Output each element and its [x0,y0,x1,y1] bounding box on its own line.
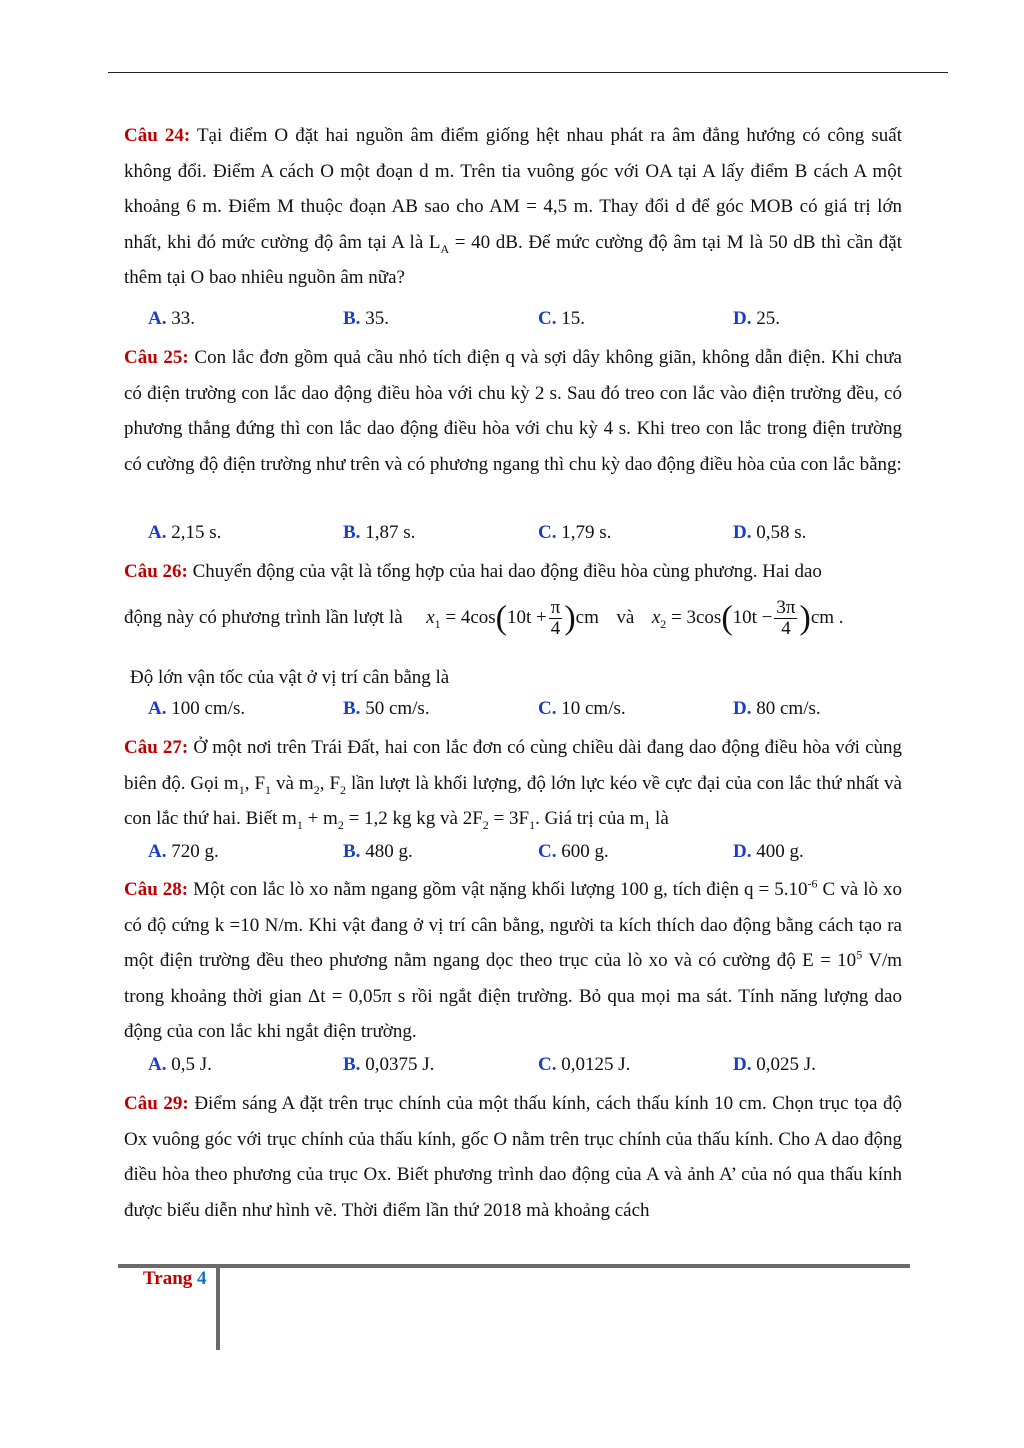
question-26-cont [130,660,908,696]
option-a[interactable]: A. 720 g. [148,841,219,862]
option-c[interactable]: C. 10 cm/s. [538,698,626,719]
option-d[interactable]: D. 80 cm/s. [733,698,821,719]
option-b[interactable]: B. 35. [343,308,389,329]
option-c[interactable]: C. 15. [538,308,585,329]
option-a[interactable]: A. 100 cm/s. [148,698,246,719]
option-a[interactable]: A. 0,5 J. [148,1054,212,1075]
question-label: Câu 24: [124,125,191,146]
subscript: A [440,241,450,256]
option-d[interactable]: D. 400 g. [733,841,804,862]
question-text: động này có phương trình lần lượt là [124,606,403,628]
question-text: Tại điểm O đặt hai nguồn âm điểm giống hệt nhau phát ra âm đẳng hướng có công suất không đổi. Điểm A cách O một đoạn d m. Trên tia vuông góc với OA tại A lấy điểm B cách A một khoảng 6 m. Điểm M thuộc đoạn AB sao cho AM = 4,5 m. Thay đổi d để góc MOB có giá trị lớn nhất, khi đó mức cường độ âm tại A là L [124,125,902,253]
options-27 [148,841,908,871]
question-text: Độ lớn vận tốc của vật ở vị trí cân bằng là [130,667,450,688]
options-24 [148,308,908,338]
question-24 [124,118,902,296]
question-text: Chuyển động của vật là tổng hợp của hai dao động điều hòa cùng phương. Hai dao [192,561,822,582]
question-25 [124,340,902,482]
question-text: Điểm sáng A đặt trên trục chính của một thấu kính, cách thấu kính 10 cm. Chọn trục tọa độ Ox vuông góc với trục chính của thấu kính, gốc O nằm trên trục chính của thấu kính. Cho A dao động điều hòa theo phương của trục Ox. Biết phương trình dao động của A và ảnh A’ của nó qua thấu kính được biểu diễn như hình vẽ. Thời điểm lần thứ 2018 mà khoảng cách [124,1093,903,1221]
question-26 [124,554,902,590]
equation-2: $x_2 = 3\cos(10t$ − $\frac{3\pi}{4}$ )cm . [651,597,844,639]
question-27: Câu 27: Ở một nơi trên Trái Đất, hai con lắc đơn có cùng chiều dài đang dao động điều hòa với cùng biên độ. Gọi $m_1$, $F_1$ và $m_2$, $F_2$ lần lượt là khối lượng, độ lớn lực kéo về cực đại của con lắc thứ nhất và con lắc thứ hai. Biết $m_1 + m_2 = 1,2$ kg kg và $2F_2 = 3F_1$. Giá trị của $m_1$ là [124,737,902,832]
footer-divider [216,1266,220,1350]
option-c[interactable]: C. 0,0125 J. [538,1054,631,1075]
option-b[interactable]: B. 480 g. [343,841,413,862]
question-text: Con lắc đơn gồm quả cầu nhỏ tích điện q và sợi dây không giãn, không dẫn điện. Khi chưa có điện trường con lắc dao động điều hòa với chu kỳ 2 s. Sau đó treo con lắc vào điện trường đều, có phương thẳng đứng thì con lắc dao động điều hòa với chu kỳ 4 s. Khi treo con lắc trong điện trường có cường độ điện trường như trên và có phương ngang thì chu kỳ dao động điều hòa của con lắc bằng: [124,347,902,475]
conjunction: và [616,606,635,628]
footer-rule [118,1264,910,1268]
question-text: = 40 dB. Để mức cường độ âm tại M là 50 dB thì cần đặt thêm tại O bao nhiêu nguồn âm nữa? [124,231,902,288]
option-b[interactable]: B. 50 cm/s. [343,698,430,719]
equation-line [124,598,914,648]
option-a[interactable]: A. 33. [148,308,195,329]
option-d[interactable]: D. 25. [733,308,780,329]
option-b[interactable]: B. 0,0375 J. [343,1054,435,1075]
page-number: Trang 4 [143,1268,207,1289]
option-d[interactable]: D. 0,025 J. [733,1054,816,1075]
option-c[interactable]: C. 1,79 s. [538,522,612,543]
options-25 [148,522,908,552]
question-label: Câu 26: [124,561,188,582]
question-label: Câu 27: [124,737,189,758]
option-b[interactable]: B. 1,87 s. [343,522,416,543]
options-26 [148,698,908,728]
equation-1: $x_1 = 4\cos(10t$ + $\frac{\pi}{4}$ )cm [426,597,599,639]
option-a[interactable]: A. 2,15 s. [148,522,222,543]
option-c[interactable]: C. 600 g. [538,841,609,862]
option-d[interactable]: D. 0,58 s. [733,522,807,543]
header-rule [108,72,948,73]
question-29 [124,1086,902,1228]
question-28: Câu 28: Một con lắc lò xo nằm ngang gồm vật nặng khối lượng 100 g, tích điện $q = 5.10^{-6}$ C và lò xo có độ cứng k =10 N/m. Khi vật đang ở vị trí cân bằng, người ta kích thích dao động bằng cách tạo ra một điện trường đều theo phương nằm ngang dọc theo trục của lò xo và có cường độ $E = 10^5$ V/m trong khoảng thời gian Δt = 0,05π s rồi ngắt điện trường. Bỏ qua mọi ma sát. Tính năng lượng dao động của con lắc khi ngắt điện trường. [124,876,902,1042]
question-label: Câu 28: [124,879,189,900]
options-28 [148,1054,908,1084]
question-label: Câu 25: [124,347,189,368]
question-label: Câu 29: [124,1093,189,1114]
